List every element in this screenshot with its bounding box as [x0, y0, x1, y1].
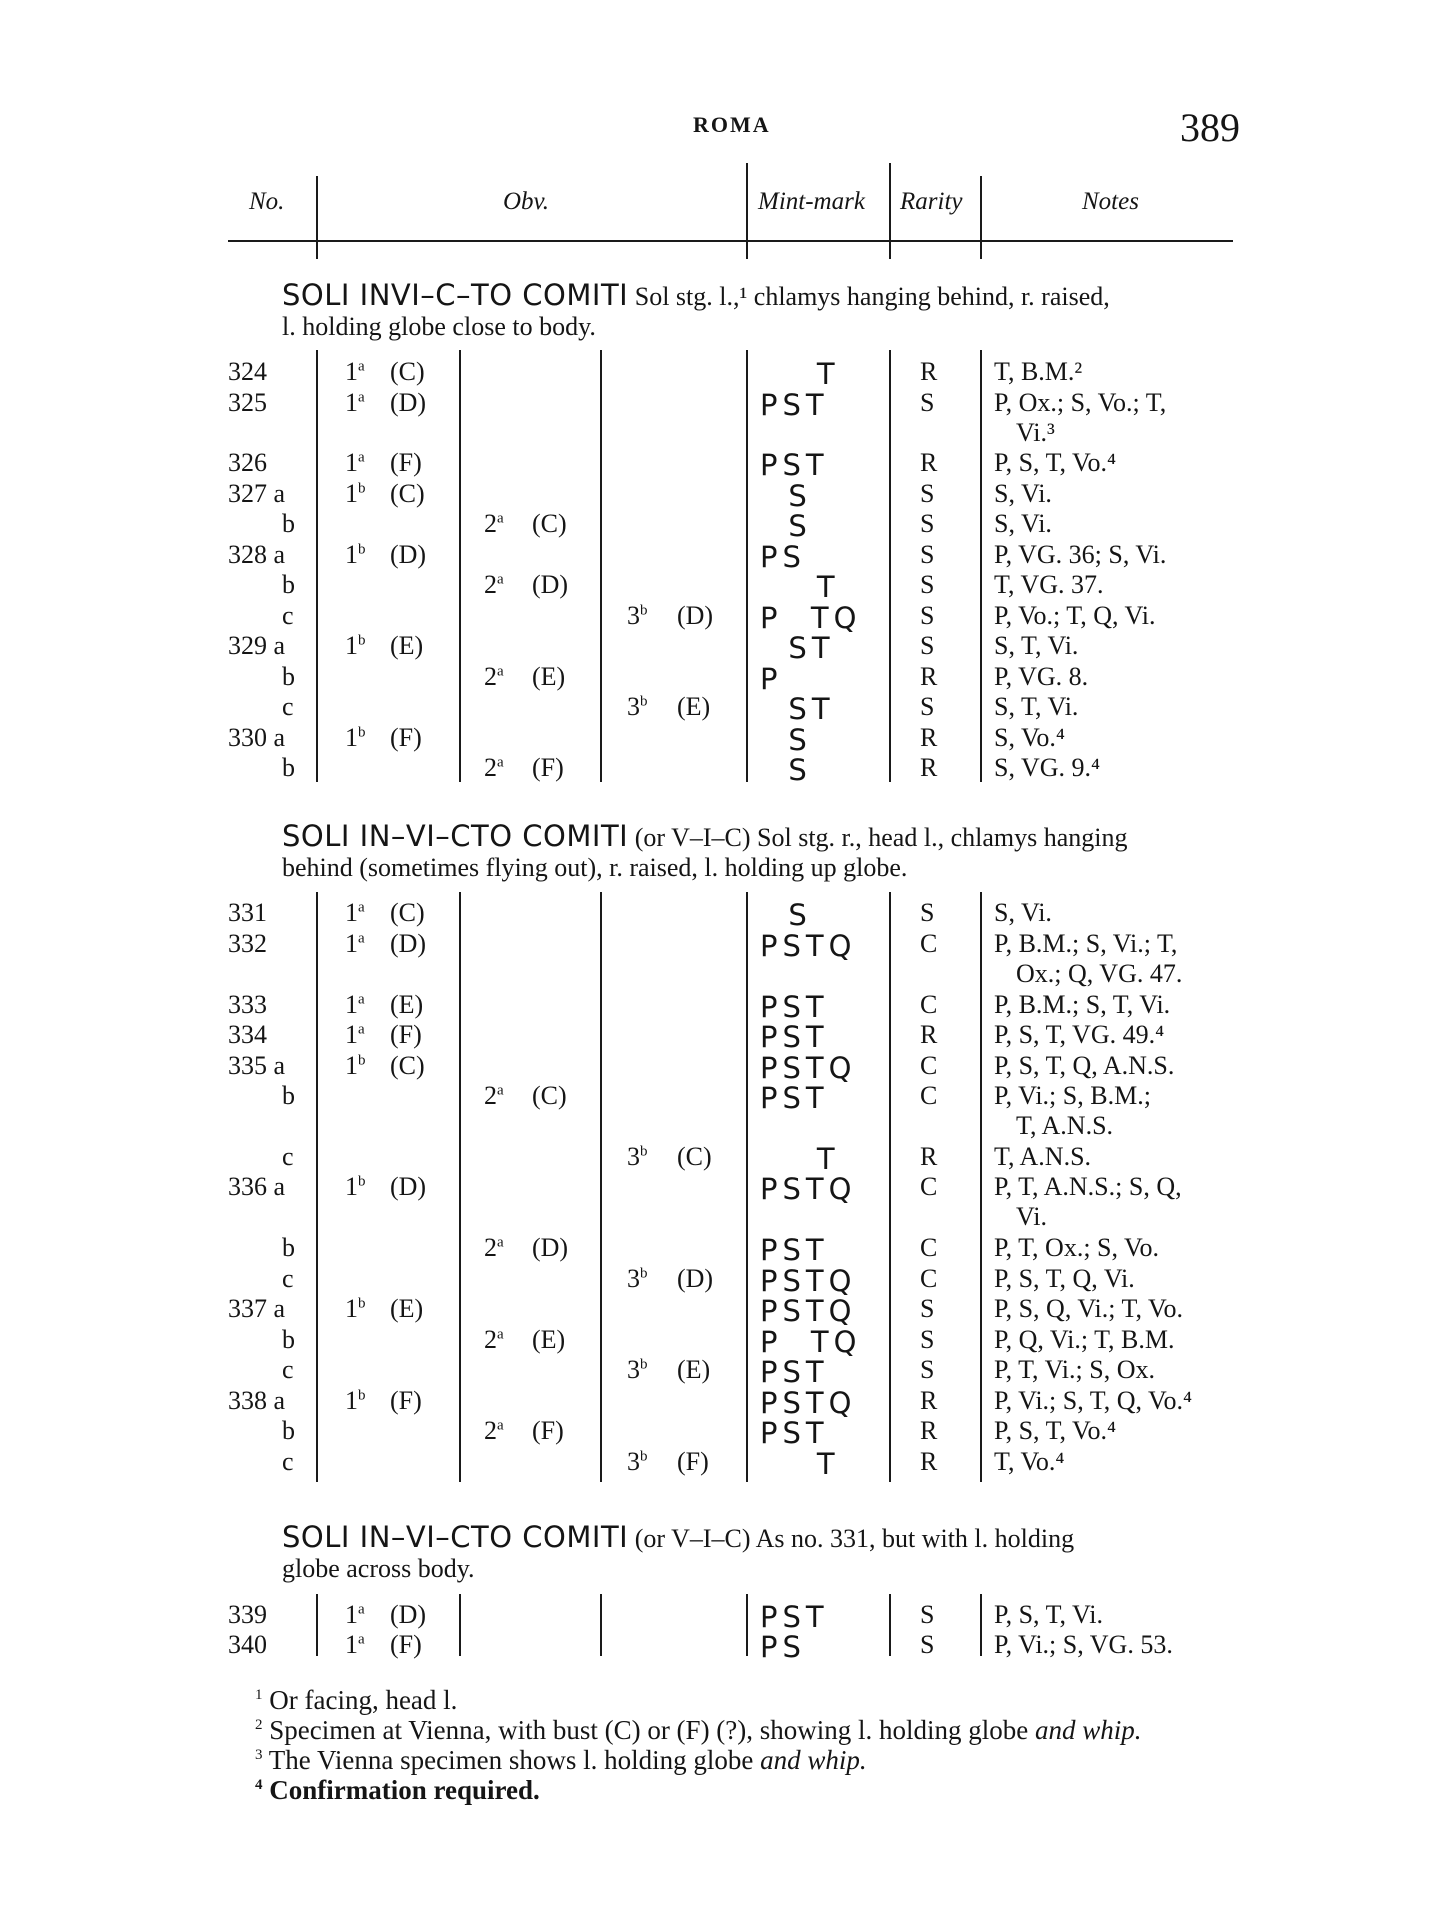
mint-mark: S: [760, 509, 812, 543]
table-row: [0, 723, 1445, 757]
footnote: [255, 1745, 867, 1776]
table-row: [0, 540, 1445, 574]
rarity: S: [920, 388, 935, 417]
legend-variant: (or V–I–C): [628, 823, 751, 852]
rarity: R: [920, 357, 938, 386]
mint-mark: PST: [760, 1355, 829, 1389]
col-header-obv: Obv.: [503, 188, 550, 215]
header-rule: [228, 240, 1233, 242]
notes: P, T, Ox.; S, Vo.: [994, 1233, 1159, 1262]
table-row: [0, 1600, 1445, 1634]
notes: P, Ox.; S, Vo.; T,: [994, 388, 1167, 417]
entry-number: b: [282, 570, 295, 599]
mint-mark: PSTQ: [760, 1386, 857, 1420]
table-row: [0, 1233, 1445, 1267]
obverse-type: 1$^a$: [345, 898, 365, 927]
entry-number: 324: [228, 357, 267, 386]
entry-number: 328 a: [228, 540, 286, 569]
footnote-text: Or facing, head l.: [269, 1685, 458, 1715]
mint-mark: S: [760, 723, 812, 757]
obverse-type: 2$^a$: [484, 662, 504, 691]
bust-type: (E): [532, 662, 566, 691]
bust-type: (D): [390, 1600, 427, 1629]
notes: S, Vi.: [994, 479, 1052, 508]
reverse-description: globe across body.: [282, 1554, 475, 1583]
mint-mark: PS: [760, 540, 806, 574]
notes: P, T, Vi.; S, Ox.: [994, 1355, 1155, 1384]
entry-number: b: [282, 1081, 295, 1110]
rarity: C: [920, 929, 938, 958]
entry-number: c: [282, 1447, 294, 1476]
notes: P, S, T, Q, A.N.S.: [994, 1051, 1175, 1080]
notes: P, Vi.; S, T, Q, Vo.⁴: [994, 1386, 1193, 1415]
notes: P, S, T, VG. 49.⁴: [994, 1020, 1165, 1049]
rarity: S: [920, 692, 935, 721]
obverse-type: 1$^b$: [345, 540, 366, 569]
notes: P, S, T, Q, Vi.: [994, 1264, 1135, 1293]
entry-number: b: [282, 1233, 295, 1262]
rarity: S: [920, 479, 935, 508]
table-row: [0, 1081, 1445, 1140]
bust-type: (D): [532, 570, 569, 599]
table-row: [0, 509, 1445, 543]
notes-continued: Vi.: [1016, 1202, 1047, 1231]
obverse-type: 1$^a$: [345, 929, 365, 958]
rarity: R: [920, 1142, 938, 1171]
bust-type: (D): [532, 1233, 569, 1262]
bust-type: (C): [532, 509, 567, 538]
col-header-mint-mark: Mint-mark: [758, 188, 865, 215]
obverse-type: 2$^a$: [484, 753, 504, 782]
notes: P, VG. 8.: [994, 662, 1089, 691]
legend-inscription: SOLI IN–VI–CTO COMITI: [282, 819, 629, 853]
entry-number: c: [282, 1355, 294, 1384]
bust-type: (C): [390, 1051, 425, 1080]
notes: T, A.N.S.: [994, 1142, 1092, 1171]
rarity: R: [920, 448, 938, 477]
obverse-type: 2$^a$: [484, 570, 504, 599]
mint-mark: PST: [760, 990, 829, 1024]
entry-number: 329 a: [228, 631, 286, 660]
mint-mark: PST: [760, 448, 829, 482]
rarity: R: [920, 1020, 938, 1049]
notes: S, VG. 9.⁴: [994, 753, 1101, 782]
mint-mark: PSTQ: [760, 1294, 857, 1328]
bust-type: (E): [677, 692, 711, 721]
bust-type: (F): [532, 1416, 564, 1445]
obverse-type: 1$^a$: [345, 357, 365, 386]
rarity: C: [920, 1081, 938, 1110]
notes: S, Vi.: [994, 898, 1052, 927]
obverse-type: 1$^a$: [345, 1020, 365, 1049]
notes-continued: Ox.; Q, VG. 47.: [1016, 959, 1183, 988]
rarity: R: [920, 753, 938, 782]
mint-mark: P TQ: [760, 601, 862, 635]
mint-mark: ST: [760, 631, 835, 665]
obverse-type: 3$^b$: [627, 1264, 648, 1293]
table-row: [0, 753, 1445, 787]
mint-mark: ST: [760, 692, 835, 726]
notes: T, Vo.⁴: [994, 1447, 1065, 1476]
obverse-type: 3$^b$: [627, 601, 648, 630]
obverse-type: 1$^a$: [345, 1630, 365, 1659]
bust-type: (C): [390, 479, 425, 508]
legend-description: Sol stg. l.,¹ chlamys hanging behind, r. raised,: [634, 282, 1110, 311]
page-number: 389: [1180, 105, 1240, 150]
entry-number: 340: [228, 1630, 267, 1659]
entry-number: b: [282, 1325, 295, 1354]
entry-number: 339: [228, 1600, 267, 1629]
obverse-type: 1$^b$: [345, 631, 366, 660]
obverse-type: 2$^a$: [484, 1416, 504, 1445]
table-row: [0, 929, 1445, 988]
bust-type: (F): [677, 1447, 709, 1476]
rarity: S: [920, 570, 935, 599]
mint-mark: PST: [760, 1233, 829, 1267]
obverse-type: 1$^b$: [345, 1051, 366, 1080]
table-row: [0, 631, 1445, 665]
footnote: [255, 1715, 1142, 1746]
entry-number: 325: [228, 388, 267, 417]
table-row: [0, 1355, 1445, 1389]
rarity: S: [920, 1600, 935, 1629]
table-row: [0, 601, 1445, 635]
mint-mark: PSTQ: [760, 1172, 857, 1206]
notes: P, T, A.N.S.; S, Q,: [994, 1172, 1182, 1201]
rarity: C: [920, 1264, 938, 1293]
notes: P, B.M.; S, Vi.; T,: [994, 929, 1178, 958]
table-row: [0, 692, 1445, 726]
bust-type: (C): [390, 898, 425, 927]
col-header-rarity: Rarity: [900, 188, 963, 215]
footnote-mark: 1: [255, 1687, 263, 1703]
table-row: [0, 1294, 1445, 1328]
entry-number: 337 a: [228, 1294, 286, 1323]
bust-type: (F): [390, 1630, 422, 1659]
header-divider: [746, 163, 748, 259]
table-row: [0, 1264, 1445, 1298]
footnote: [255, 1685, 457, 1716]
rarity: S: [920, 631, 935, 660]
mint-mark: PST: [760, 1081, 829, 1115]
footnote: [255, 1775, 540, 1806]
legend-inscription: SOLI INVI–C–TO COMITI: [282, 278, 629, 312]
mint-mark: T: [760, 1447, 840, 1481]
rarity: R: [920, 662, 938, 691]
bust-type: (F): [390, 1386, 422, 1415]
table-row: [0, 570, 1445, 604]
rarity: R: [920, 1447, 938, 1476]
entry-number: 338 a: [228, 1386, 286, 1415]
rarity: S: [920, 1630, 935, 1659]
reverse-legend: [282, 821, 1292, 853]
legend-inscription: SOLI IN–VI–CTO COMITI: [282, 1520, 629, 1554]
table-row: [0, 1172, 1445, 1231]
entry-number: c: [282, 1142, 294, 1171]
table-row: [0, 1142, 1445, 1176]
table-row: [0, 1020, 1445, 1054]
mint-mark: T: [760, 1142, 840, 1176]
notes: T, VG. 37.: [994, 570, 1104, 599]
rarity: R: [920, 723, 938, 752]
col-header-notes: Notes: [1082, 188, 1139, 215]
table-row: [0, 990, 1445, 1024]
obverse-type: 1$^b$: [345, 479, 366, 508]
notes: P, Vi.; S, B.M.;: [994, 1081, 1151, 1110]
mint-mark: PSTQ: [760, 929, 857, 963]
bust-type: (D): [390, 540, 427, 569]
entry-number: b: [282, 753, 295, 782]
obverse-type: 1$^b$: [345, 1386, 366, 1415]
mint-mark: P TQ: [760, 1325, 862, 1359]
mint-mark: T: [760, 357, 840, 391]
notes-continued: T, A.N.S.: [1016, 1111, 1114, 1140]
rarity: C: [920, 1172, 938, 1201]
rarity: C: [920, 1051, 938, 1080]
entry-number: c: [282, 692, 294, 721]
obverse-type: 1$^b$: [345, 723, 366, 752]
notes: P, Vo.; T, Q, Vi.: [994, 601, 1156, 630]
mint-mark: PST: [760, 1416, 829, 1450]
footnote-mark: 2: [255, 1717, 263, 1733]
rarity: C: [920, 1233, 938, 1262]
header-divider: [980, 176, 982, 259]
notes: P, S, T, Vo.⁴: [994, 1416, 1117, 1445]
bust-type: (E): [390, 1294, 424, 1323]
entry-number: b: [282, 662, 295, 691]
reverse-description: behind (sometimes flying out), r. raised, l. holding up globe.: [282, 853, 908, 882]
mint-mark: PS: [760, 1630, 806, 1664]
notes: P, S, Q, Vi.; T, Vo.: [994, 1294, 1183, 1323]
table-row: [0, 479, 1445, 513]
mint-mark: PST: [760, 1600, 829, 1634]
rarity: C: [920, 990, 938, 1019]
entry-number: 335 a: [228, 1051, 286, 1080]
legend-variant: (or V–I–C): [628, 1524, 751, 1553]
mint-mark: PST: [760, 1020, 829, 1054]
bust-type: (D): [390, 929, 427, 958]
obverse-type: 1$^a$: [345, 1600, 365, 1629]
mint-mark: S: [760, 479, 812, 513]
obverse-type: 1$^a$: [345, 448, 365, 477]
entry-number: 331: [228, 898, 267, 927]
rarity: S: [920, 1325, 935, 1354]
table-row: [0, 1630, 1445, 1664]
entry-number: 332: [228, 929, 267, 958]
running-head: ROMA: [693, 112, 771, 137]
reverse-legend: [282, 1522, 1292, 1554]
footnote-text: The Vienna specimen shows l. holding globe: [268, 1745, 761, 1775]
mint-mark: S: [760, 753, 812, 787]
bust-type: (C): [390, 357, 425, 386]
header-divider: [889, 163, 891, 259]
table-row: [0, 1386, 1445, 1420]
bust-type: (F): [390, 723, 422, 752]
entry-number: c: [282, 1264, 294, 1293]
table-row: [0, 1051, 1445, 1085]
footnote-emphasis: and whip.: [760, 1745, 867, 1775]
bust-type: (D): [677, 1264, 714, 1293]
bust-type: (F): [532, 753, 564, 782]
bust-type: (C): [532, 1081, 567, 1110]
footnote-emphasis: and whip.: [1035, 1715, 1142, 1745]
notes: S, Vi.: [994, 509, 1052, 538]
bust-type: (F): [390, 448, 422, 477]
notes: P, S, T, Vi.: [994, 1600, 1103, 1629]
bust-type: (C): [677, 1142, 712, 1171]
entry-number: 330 a: [228, 723, 286, 752]
rarity: S: [920, 509, 935, 538]
header-divider: [316, 176, 318, 259]
footnote-mark: 3: [255, 1747, 263, 1763]
entry-number: b: [282, 509, 295, 538]
mint-mark: PST: [760, 388, 829, 422]
bust-type: (D): [390, 1172, 427, 1201]
bust-type: (E): [390, 990, 424, 1019]
entry-number: 327 a: [228, 479, 286, 508]
entry-number: 333: [228, 990, 267, 1019]
obverse-type: 2$^a$: [484, 1325, 504, 1354]
obverse-type: 3$^b$: [627, 1447, 648, 1476]
rarity: S: [920, 601, 935, 630]
table-row: [0, 448, 1445, 482]
notes: P, VG. 36; S, Vi.: [994, 540, 1167, 569]
bust-type: (D): [390, 388, 427, 417]
mint-mark: T: [760, 570, 840, 604]
obverse-type: 1$^a$: [345, 990, 365, 1019]
obverse-type: 1$^b$: [345, 1294, 366, 1323]
legend-description: As no. 331, but with l. holding: [755, 1524, 1075, 1553]
entry-number: b: [282, 1416, 295, 1445]
rarity: S: [920, 1294, 935, 1323]
legend-description: Sol stg. r., head l., chlamys hanging: [757, 823, 1128, 852]
notes: S, T, Vi.: [994, 692, 1079, 721]
entry-number: 334: [228, 1020, 267, 1049]
footnote-mark: 4: [255, 1777, 263, 1793]
table-row: [0, 357, 1445, 391]
bust-type: (D): [677, 601, 714, 630]
bust-type: (F): [390, 1020, 422, 1049]
obverse-type: 1$^a$: [345, 388, 365, 417]
mint-mark: PSTQ: [760, 1051, 857, 1085]
rarity: R: [920, 1416, 938, 1445]
notes: S, T, Vi.: [994, 631, 1079, 660]
mint-mark: P: [760, 662, 783, 696]
col-header-no: No.: [249, 188, 285, 215]
table-row: [0, 1447, 1445, 1481]
notes: P, B.M.; S, T, Vi.: [994, 990, 1171, 1019]
rarity: R: [920, 1386, 938, 1415]
obverse-type: 3$^b$: [627, 1355, 648, 1384]
mint-mark: PSTQ: [760, 1264, 857, 1298]
entry-number: c: [282, 601, 294, 630]
table-row: [0, 1325, 1445, 1359]
rarity: S: [920, 540, 935, 569]
mint-mark: S: [760, 898, 812, 932]
obverse-type: 2$^a$: [484, 1233, 504, 1262]
notes: P, S, T, Vo.⁴: [994, 448, 1117, 477]
table-row: [0, 388, 1445, 447]
bust-type: (E): [677, 1355, 711, 1384]
bust-type: (E): [532, 1325, 566, 1354]
notes: P, Q, Vi.; T, B.M.: [994, 1325, 1175, 1354]
table-row: [0, 662, 1445, 696]
footnote-text: Confirmation required.: [269, 1775, 540, 1805]
entry-number: 336 a: [228, 1172, 286, 1201]
obverse-type: 3$^b$: [627, 1142, 648, 1171]
bust-type: (E): [390, 631, 424, 660]
obverse-type: 3$^b$: [627, 692, 648, 721]
notes: T, B.M.²: [994, 357, 1083, 386]
notes: S, Vo.⁴: [994, 723, 1065, 752]
obverse-type: 2$^a$: [484, 509, 504, 538]
entry-number: 326: [228, 448, 267, 477]
reverse-legend: [282, 280, 1292, 312]
obverse-type: 2$^a$: [484, 1081, 504, 1110]
rarity: S: [920, 1355, 935, 1384]
reverse-description: l. holding globe close to body.: [282, 312, 596, 341]
notes-continued: Vi.³: [1016, 418, 1055, 447]
footnote-text: Specimen at Vienna, with bust (C) or (F) (?), showing l. holding globe: [269, 1715, 1036, 1745]
table-row: [0, 1416, 1445, 1450]
obverse-type: 1$^b$: [345, 1172, 366, 1201]
table-row: [0, 898, 1445, 932]
rarity: S: [920, 898, 935, 927]
notes: P, Vi.; S, VG. 53.: [994, 1630, 1173, 1659]
